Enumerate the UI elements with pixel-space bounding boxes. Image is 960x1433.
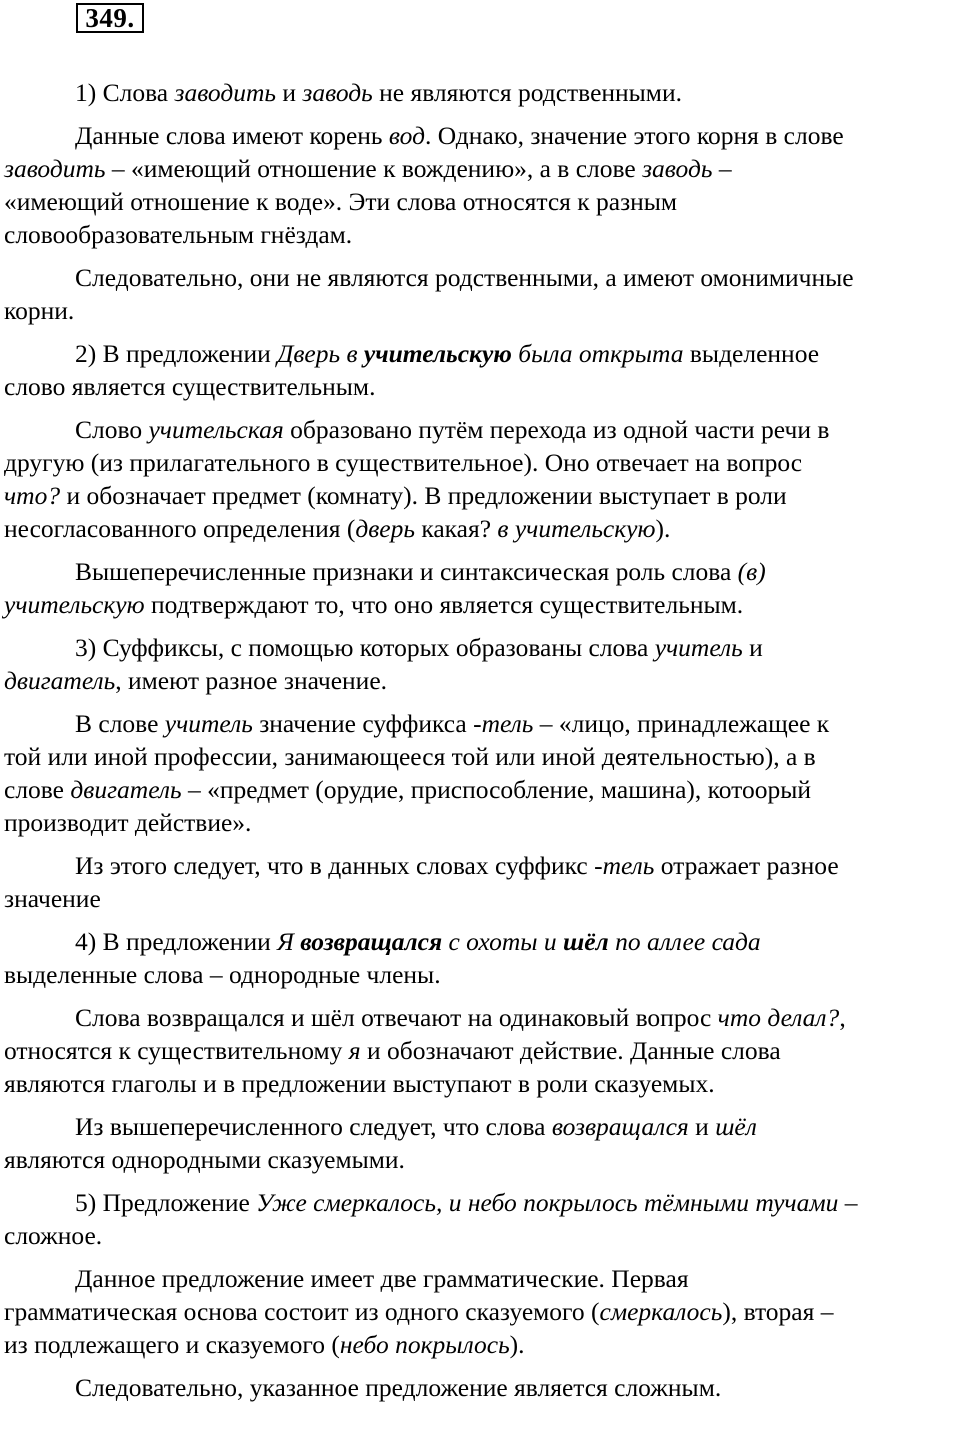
text-run: В слове [75, 709, 165, 738]
text-run: 2) В предложении [75, 339, 278, 368]
text-run: Из вышеперечисленного следует, что слова [75, 1112, 552, 1141]
italic-term: заводить [174, 78, 277, 107]
text-run: Следовательно, указанное предложение является сложным. [75, 1373, 722, 1402]
text-run: значение суффикса - [252, 709, 482, 738]
italic-term: возвращался [551, 1112, 689, 1141]
paragraph [4, 849, 956, 915]
text-run: , имеют разное значение. [115, 666, 388, 695]
paragraph [4, 413, 956, 545]
text-run: значение [4, 884, 101, 913]
italic-term: по аллее сада [608, 927, 761, 956]
task-number-badge: 349. [76, 3, 144, 33]
italic-term: шёл [715, 1112, 757, 1141]
italic-term: Дверь в [277, 339, 364, 368]
text-run: – «имеющий отношение к вождению», а в слове [105, 154, 643, 183]
paragraph [4, 555, 956, 621]
text-run: и обозначают действие. Данные слова [360, 1036, 781, 1065]
italic-term: в учительскую [497, 514, 656, 543]
italic-term: тель [481, 709, 534, 738]
text-run: не являются родственными. [372, 78, 682, 107]
paragraph [4, 1110, 956, 1176]
bold-italic-term: учительскую [363, 339, 512, 368]
text-run: являются глаголы и в предложении выступают в роли сказуемых. [4, 1069, 715, 1098]
italic-term: двигатель [70, 775, 182, 804]
text-run: подтверждают то, что оно является существительным. [144, 590, 744, 619]
text-run: Вышеперечисленные признаки и синтаксическая роль слова [75, 557, 738, 586]
text-run: корни. [4, 296, 75, 325]
italic-term: что? [4, 481, 61, 510]
text-run: 5) Предложение [75, 1188, 257, 1217]
text-run: сложное. [4, 1221, 103, 1250]
text-run: 4) В предложении [75, 927, 278, 956]
paragraph [4, 261, 956, 327]
text-run: Слова возвращался и шёл отвечают на одинаковый вопрос [75, 1003, 718, 1032]
text-run: другую (из прилагательного в существительное). Оно отвечает на вопрос [4, 448, 803, 477]
text-run: – «лицо, принадлежащее к [533, 709, 830, 738]
text-run: слово является существительным. [4, 372, 376, 401]
text-run: выделенные слова – однородные члены. [4, 960, 441, 989]
italic-term: учительскую [4, 590, 145, 619]
italic-term: небо покрылось [339, 1330, 510, 1359]
paragraph [4, 1186, 956, 1252]
text-run: Данные слова имеют корень [75, 121, 389, 150]
paragraph [4, 119, 956, 251]
text-run: 3) Суффиксы, с помощью которых образованы слова [75, 633, 655, 662]
text-run: грамматическая основа состоит из одного сказуемого ( [4, 1297, 600, 1326]
text-run: и [742, 633, 763, 662]
italic-term: заводить [4, 154, 106, 183]
italic-term: что делал? [717, 1003, 840, 1032]
text-run: 1) Слова [75, 78, 175, 107]
text-run: – [712, 154, 732, 183]
text-run: ). [509, 1330, 525, 1359]
italic-term: (в) [737, 557, 766, 586]
bold-italic-term: шёл [563, 927, 609, 956]
italic-term: заводь [302, 78, 373, 107]
text-run: являются однородными сказуемыми. [4, 1145, 405, 1174]
italic-term: тель [602, 851, 655, 880]
text-run: слове [4, 775, 71, 804]
text-run: Данное предложение имеет две грамматические. Первая [75, 1264, 689, 1293]
italic-term: учительская [148, 415, 284, 444]
text-run: , [839, 1003, 846, 1032]
text-run: и [276, 78, 303, 107]
text-run: отражает разное [654, 851, 839, 880]
text-run: Из этого следует, что в данных словах суффикс - [75, 851, 603, 880]
italic-term: смеркалось [599, 1297, 723, 1326]
italic-term: Уже смеркалось, и небо покрылось тёмными тучами [256, 1188, 839, 1217]
text-run: и [688, 1112, 716, 1141]
text-run: и обозначает предмет (комнату). В предложении выступает в роли [60, 481, 787, 510]
text-run: Следовательно, они не являются родственными, а имеют омонимичные [75, 263, 854, 292]
italic-term: вод [388, 121, 425, 150]
paragraph [4, 337, 956, 403]
text-run: выделенное [683, 339, 820, 368]
paragraph [4, 631, 956, 697]
text-run: несогласованного определения ( [4, 514, 356, 543]
text-run: ). [655, 514, 671, 543]
paragraph [4, 925, 956, 991]
text-run: относятся к существительному [4, 1036, 349, 1065]
text-run: словообразовательным гнёздам. [4, 220, 353, 249]
answer-text [4, 76, 956, 1414]
italic-term: была открыта [511, 339, 684, 368]
italic-term: двигатель [4, 666, 116, 695]
text-run: «имеющий отношение к воде». Эти слова относятся к разным [4, 187, 678, 216]
paragraph [4, 1262, 956, 1361]
italic-term: я [348, 1036, 361, 1065]
text-run: Слово [75, 415, 149, 444]
italic-term: дверь [355, 514, 415, 543]
paragraph [4, 707, 956, 839]
text-run: . Однако, значение этого корня в слове [424, 121, 844, 150]
italic-term: учитель [164, 709, 253, 738]
paragraph [4, 76, 956, 109]
italic-term: заводь [642, 154, 713, 183]
text-run: какая? [414, 514, 498, 543]
text-run: – «предмет (орудие, приспособление, машина), котоорый [181, 775, 812, 804]
paragraph [4, 1001, 956, 1100]
paragraph [4, 1371, 956, 1404]
italic-term: учитель [654, 633, 743, 662]
text-run: из подлежащего и сказуемого ( [4, 1330, 340, 1359]
italic-term: Я [277, 927, 301, 956]
text-run: образовано путём перехода из одной части речи в [283, 415, 830, 444]
text-run: ), вторая – [722, 1297, 834, 1326]
bold-italic-term: возвращался [300, 927, 443, 956]
text-run: – [838, 1188, 858, 1217]
text-run: той или иной профессии, занимающееся той или иной деятельностью), а в [4, 742, 816, 771]
italic-term: с охоты и [442, 927, 564, 956]
text-run: производит действие». [4, 808, 252, 837]
